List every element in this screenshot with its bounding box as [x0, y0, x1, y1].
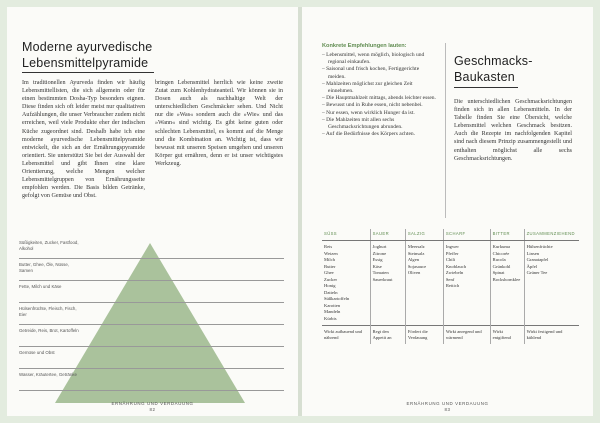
pyramid-title: Moderne ayurvedische Lebensmittelpyramide — [22, 40, 153, 70]
pyramid-level-line — [19, 258, 284, 259]
table-food-cell — [405, 241, 443, 326]
food-item: Knoblauch — [445, 263, 466, 269]
pyramid-intro-col2: bringen Lebensmittel herrlich wie keine zweite Zutat zum Kohlenhydrateanteil. Wir können sie in Dosen auch als nachhaltige Welt der unterschiedlichen Geschmäcker sehen. Und Nicht nur die »Was« sondern auch die »Wie« und das »Wann« sind wichtig. Es gibt keine guten oder schlechten Lebensmittel, es kommt auf die Menge und die Kombination an. Wichtig ist, dass wir bewusst mit unseren Speisen umgehen und unseren Körper gut ernähren, denn er ist unser wichtigstes Werkzeug. — [155, 80, 283, 167]
food-item: Milch — [324, 257, 335, 262]
food-item: Spinat — [492, 270, 505, 275]
food-item: Ghee — [324, 270, 334, 275]
food-item: Karotten — [324, 302, 341, 308]
pyramid-level-line — [19, 280, 284, 281]
page-number-left: 82 — [149, 407, 156, 412]
pyramid-level-line — [19, 368, 284, 369]
food-item: Käse — [372, 263, 382, 269]
food-item: Süßkartoffeln — [324, 296, 350, 301]
food-item: Weizen — [324, 250, 338, 256]
table-header-cell: ZUSAMMENZIEHEND — [524, 229, 579, 241]
recommendation-item: – Lebensmittel, wenn möglich, biologisch und regional einkaufen. — [322, 52, 438, 66]
food-item: Tomaten — [372, 270, 389, 275]
food-item: Senf — [445, 276, 455, 282]
food-item: Joghurt — [372, 244, 387, 249]
pyramid-level-line — [19, 324, 284, 325]
column-divider — [445, 43, 446, 218]
table-food-cell — [322, 241, 370, 326]
food-item: Meersalz — [407, 244, 425, 249]
food-item: Rucola — [492, 257, 506, 262]
food-item: Zucker — [324, 276, 338, 282]
taste-title: Geschmacks- Baukasten — [454, 54, 533, 84]
table-effects-row — [322, 326, 579, 345]
page-number-right: 83 — [444, 407, 451, 412]
food-item: Kurkuma — [492, 244, 511, 249]
recommendation-item: – Mahlzeiten möglichst zur gleichen Zeit einnehmen. — [322, 81, 438, 95]
right-page — [302, 7, 593, 416]
table-body-row — [322, 241, 579, 326]
table-effect-cell: Wirkt aufbauend und nährend — [322, 326, 370, 345]
table-food-cell — [443, 241, 490, 326]
food-item: Rettich — [445, 283, 460, 288]
food-item: Kürbis — [324, 315, 337, 321]
pyramid-level-label: Getreide, Reis, Brot, Kartoffeln — [19, 328, 79, 333]
table-effect-cell: Fördert die Verdauung — [405, 326, 443, 345]
recommendation-item: – Bewusst und in Ruhe essen, nicht nebenbei. — [322, 102, 438, 109]
food-item: Butter — [324, 263, 336, 269]
food-item: Honig — [324, 283, 336, 288]
food-item: Essig — [372, 257, 383, 262]
table-header-cell: SALZIG — [405, 229, 443, 241]
pyramid-graphic — [15, 235, 285, 405]
table-food-cell — [524, 241, 579, 326]
pyramid-level-line — [19, 390, 284, 391]
food-item: Bockshornklee — [492, 276, 521, 282]
food-item: Datteln — [324, 289, 338, 295]
food-item: Ingwer — [445, 244, 459, 249]
pyramid-level-line — [19, 346, 284, 347]
table-header-cell: BITTER — [490, 229, 524, 241]
food-item: Algen — [407, 257, 420, 262]
food-item: Oliven — [407, 270, 421, 275]
food-item: Äpfel — [526, 263, 538, 269]
food-item: Sojasauce — [407, 263, 427, 269]
pyramid-level-line — [19, 302, 284, 303]
recommendations-title: Konkrete Empfehlungen lauten: — [322, 43, 407, 49]
pyramid-intro-col1: Im traditionellen Ayurveda finden wir häufig Lebensmittellisten, die sich allgemein oder für einen bestimmten Dosha-Typ besonders eignen. Diese finden sich oft leider meist nur qualitativen Aufzählungen, die unser Verbraucher zudem nicht erreichen, weil viele Produkte eher der indischen Küche zugeordnet sind. Deshalb habe ich eine moderne ayurvedische Lebensmittelpyramide entwickelt, die sich an der Ernährungspyramide orientiert. Sie unterstützt Sie bei der Auswahl der Lebensmittel und gibt Ihnen eine klare Orientierung, welche Mengen welcher Lebensmittelgruppen von Ernährungsseite empfohlen werden. Die Basis bilden Getränke, gefolgt von Gemüse und Obst. — [22, 80, 145, 200]
left-footer: ERNÄHRUNG UND VERDAUUNG 82 — [7, 401, 298, 412]
title-rule — [22, 72, 154, 73]
food-item: Grüner Tee — [526, 270, 548, 275]
table-effect-cell: Wirkt festigend und kühlend — [524, 326, 579, 345]
table-effect-cell: Wirkt anregend und wärmend — [443, 326, 490, 345]
food-item: Hülsenfrüchte — [526, 244, 553, 249]
table-header-cell: SÜSS — [322, 229, 370, 241]
pyramid-level-label: Fette, Milch und Käse — [19, 284, 62, 289]
food-item: Sauerkraut — [372, 276, 393, 282]
table-header-cell: SAUER — [370, 229, 405, 241]
food-item: Pfeffer — [445, 250, 459, 256]
food-item: Linsen — [526, 250, 540, 256]
pyramid-shape — [55, 243, 245, 403]
pyramid-level-label: Gemüse und Obst — [19, 350, 55, 355]
table-effect-cell: Wirkt entgiftend — [490, 326, 524, 345]
food-item: Granatapfel — [526, 257, 549, 262]
food-item: Zitrone — [372, 250, 387, 256]
food-item: Grünkohl — [492, 263, 511, 269]
pyramid-level-label: Hülsenfrüchte, Fleisch, Fisch, Eier — [19, 306, 77, 317]
table-effect-cell: Regt den Appetit an — [370, 326, 405, 345]
food-item: Reis — [324, 244, 333, 249]
food-item: Mandeln — [324, 309, 341, 314]
recommendation-item: – Die Hauptmahlzeit mittags, abends leichter essen. — [322, 95, 438, 102]
food-item: Steinsalz — [407, 250, 425, 256]
recommendation-item: – Auf die Bedürfnisse des Körpers achten. — [322, 131, 438, 138]
taste-table — [322, 229, 579, 344]
recommendations-list — [322, 52, 438, 138]
food-item: Zwiebeln — [445, 270, 464, 275]
taste-body: Die unterschiedlichen Geschmacksrichtungen finden sich in allen Lebensmitteln. In der Tabelle finden Sie eine Übersicht, welche Lebensmittel welchen Geschmack besitzen. Auch die Rezepte im nachfolgenden Kapitel sind nach diesem Prinzip zusammengestellt und enthalten möglichst alle sechs Geschmacksrichtungen. — [454, 99, 572, 162]
table-header-row — [322, 229, 579, 241]
recommendation-item: – Die Mahlzeiten mit allen sechs Geschmacksrichtungen abrunden. — [322, 117, 438, 131]
table-header-cell: SCHARF — [443, 229, 490, 241]
pyramid-level-label: Süßigkeiten, Zucker, Fastfood, Alkohol — [19, 240, 79, 251]
pyramid-level-label: Wasser, Kräutertee, Getränke — [19, 372, 77, 377]
title-rule — [454, 87, 518, 88]
table-food-cell — [490, 241, 524, 326]
table-food-cell — [370, 241, 405, 326]
pyramid-level-label: Butter, Ghee, Öle, Nüsse, Samen — [19, 262, 70, 273]
right-footer: ERNÄHRUNG UND VERDAUUNG 83 — [302, 401, 593, 412]
recommendation-item: – Nur essen, wenn wirklich Hunger da ist. — [322, 110, 438, 117]
recommendation-item: – Saisonal und frisch kochen, Fertiggerichte meiden. — [322, 66, 438, 80]
food-item: Chili — [445, 257, 456, 262]
food-item: Chicorée — [492, 250, 510, 256]
left-page — [7, 7, 298, 416]
